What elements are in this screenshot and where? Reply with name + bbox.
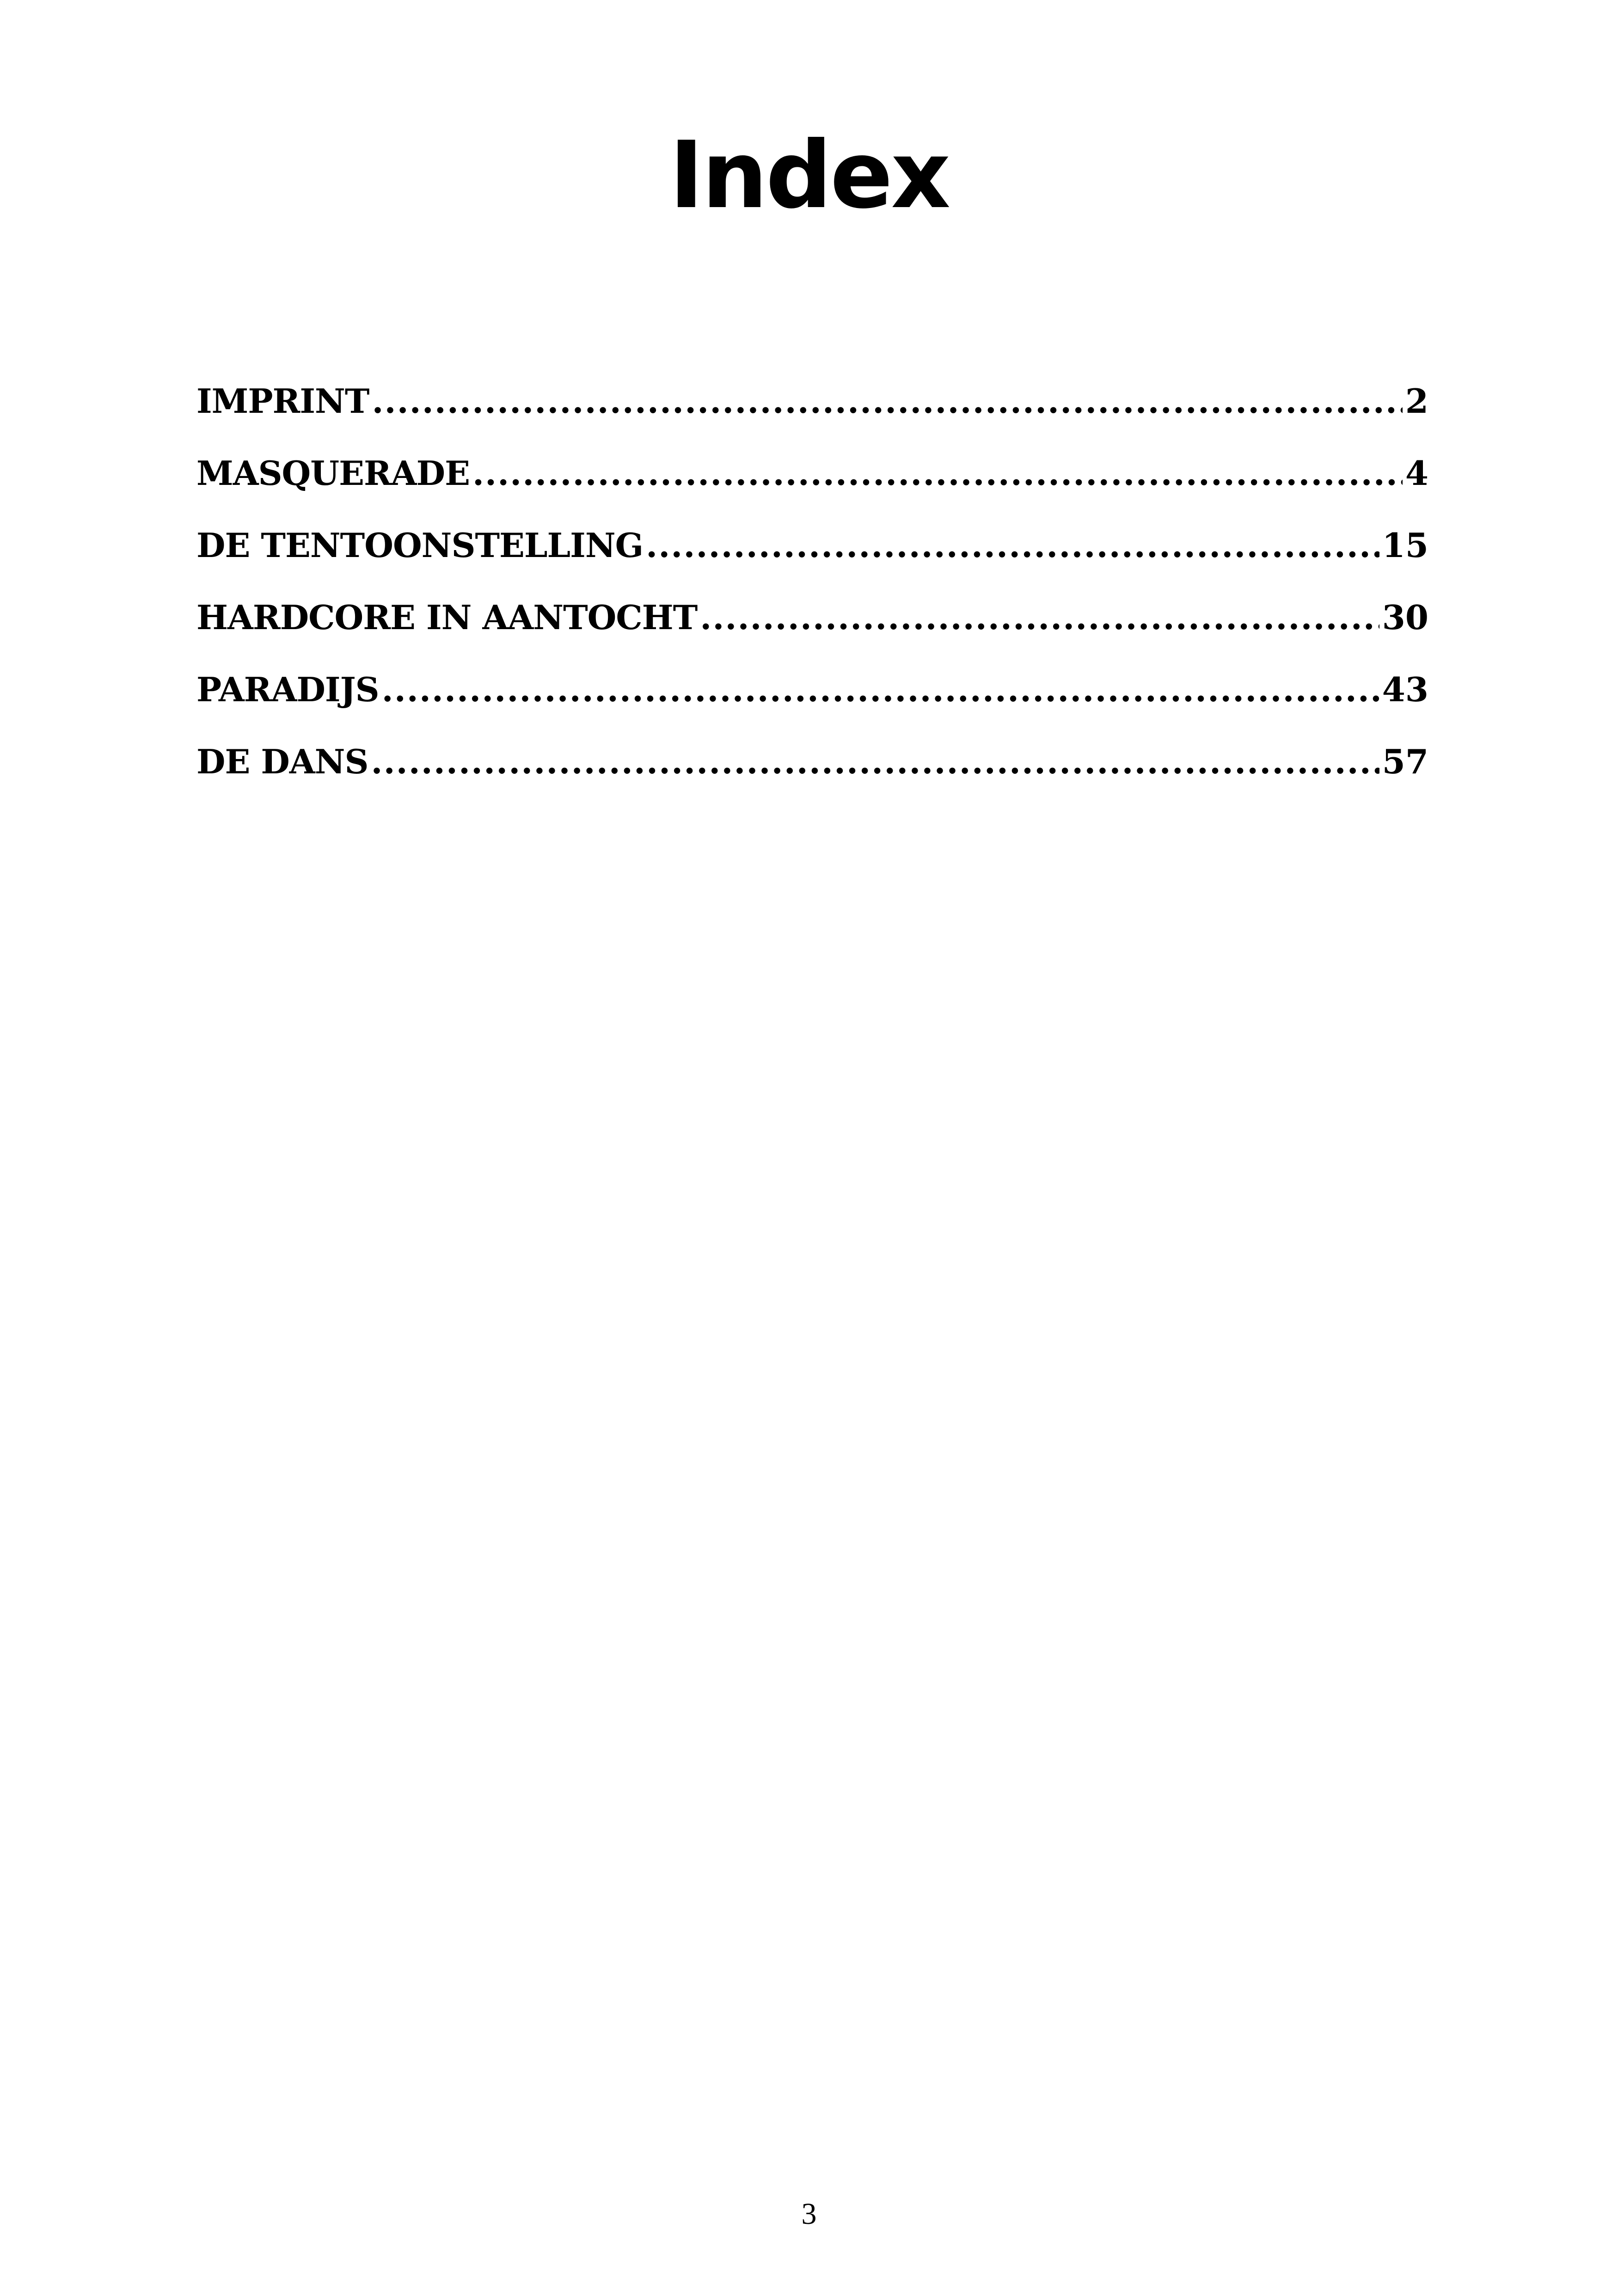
toc-entry-page: 2 [1405, 381, 1428, 421]
dot-leader [371, 726, 1379, 798]
dot-leader [382, 654, 1379, 726]
dot-leader [646, 509, 1379, 582]
toc-entry-de-dans[interactable] [196, 726, 1428, 798]
toc-entry-page: 4 [1405, 453, 1428, 493]
toc-entry-de-tentoonstelling[interactable] [196, 509, 1428, 582]
toc-entry-page: 30 [1382, 598, 1428, 637]
toc-entry-label: IMPRINT [196, 381, 369, 421]
toc-entry-label: MASQUERADE [196, 453, 470, 493]
toc-entry-label: PARADIJS [196, 670, 379, 709]
toc-entry-paradijs[interactable] [196, 654, 1428, 726]
toc-entry-masquerade[interactable] [196, 437, 1428, 509]
toc-entry-label: DE DANS [196, 742, 368, 781]
dot-leader [372, 365, 1402, 437]
dot-leader [472, 437, 1403, 509]
page-title: Index [669, 122, 949, 229]
toc-entry-label: HARDCORE IN AANTOCHT [196, 598, 698, 637]
dot-leader [700, 582, 1379, 654]
table-of-contents [196, 365, 1428, 798]
toc-entry-label: DE TENTOONSTELLING [196, 526, 644, 565]
toc-entry-page: 15 [1382, 526, 1428, 565]
toc-entry-page: 43 [1382, 670, 1428, 709]
toc-entry-hardcore-in-aantocht[interactable] [196, 582, 1428, 654]
toc-entry-imprint[interactable] [196, 365, 1428, 437]
page-number: 3 [801, 2197, 817, 2231]
toc-entry-page: 57 [1382, 742, 1428, 781]
